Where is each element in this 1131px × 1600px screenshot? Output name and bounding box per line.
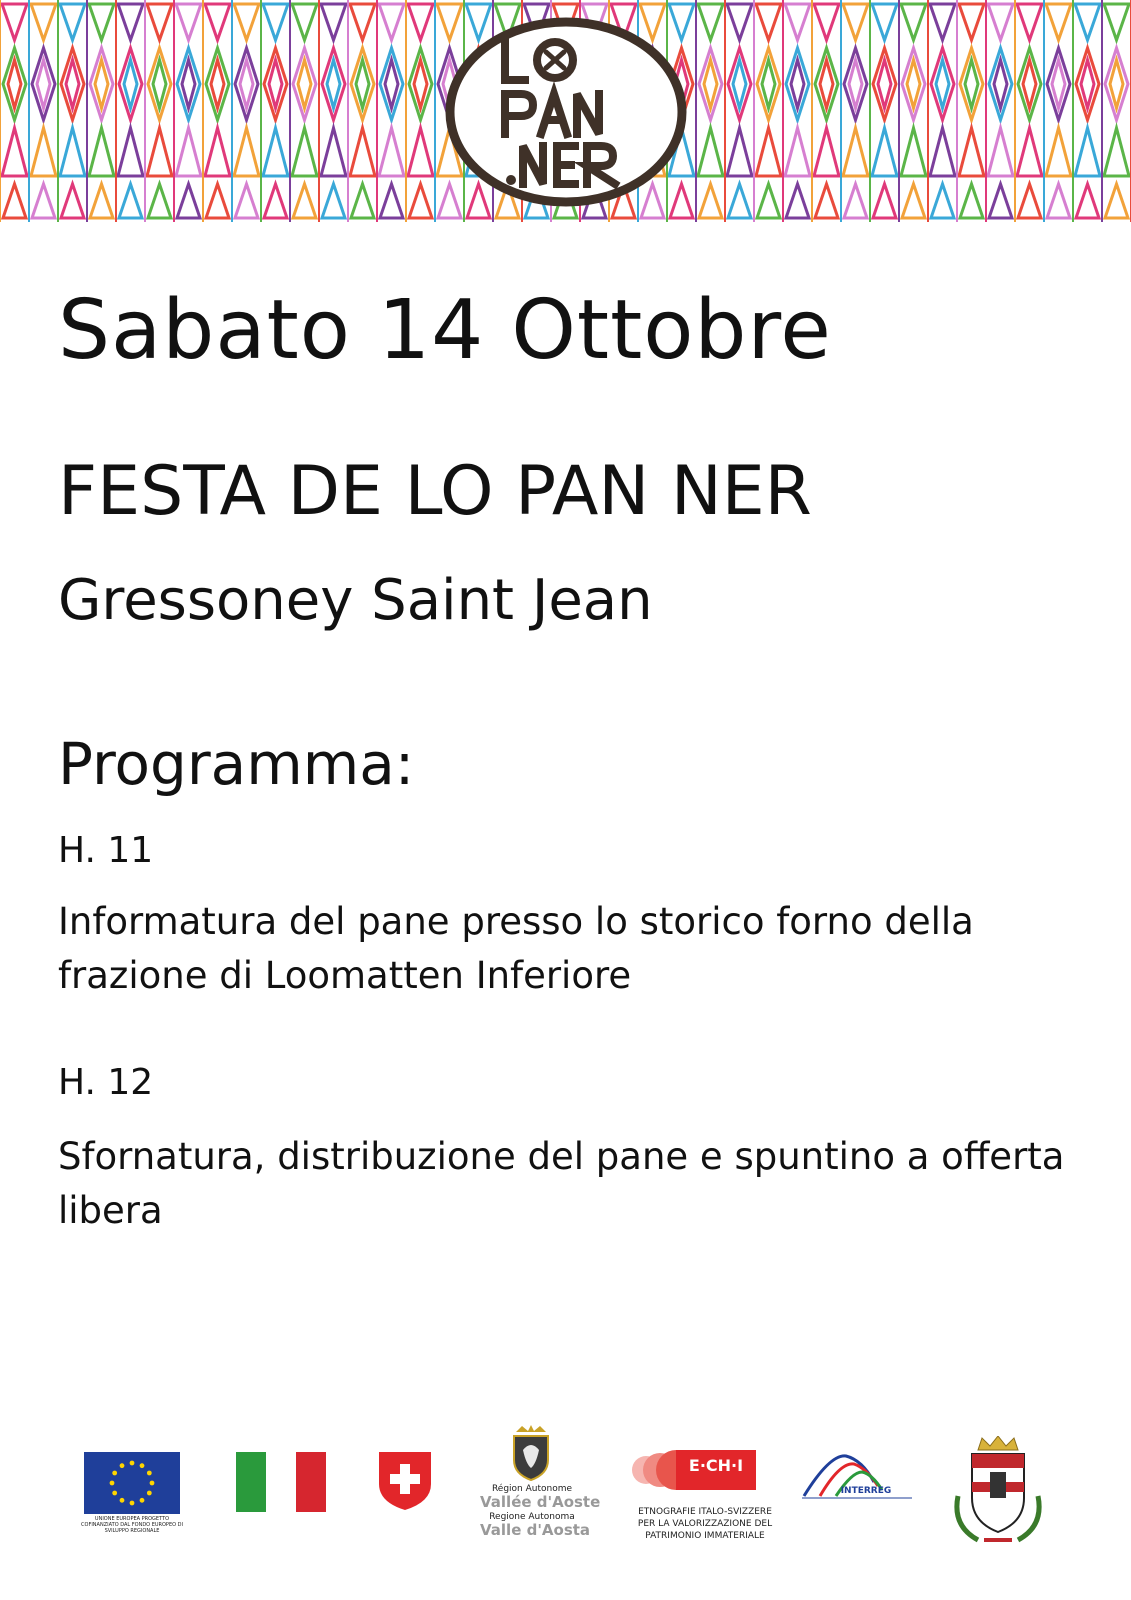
pattern-shape — [728, 184, 751, 218]
eu-star — [112, 1471, 117, 1476]
region-caption-line2: Vallée d'Aoste — [480, 1493, 601, 1511]
pattern-shape — [8, 60, 21, 108]
pattern-shape — [205, 128, 230, 176]
pattern-shape — [118, 128, 143, 176]
pattern-shape — [1052, 60, 1065, 108]
pattern-shape — [814, 128, 839, 176]
event-title: FESTA DE LO PAN NER — [58, 452, 812, 531]
pattern-shape — [298, 60, 311, 108]
pattern-shape — [234, 128, 259, 176]
pattern-shape — [379, 128, 404, 176]
pattern-shape — [988, 4, 1013, 40]
pattern-shape — [61, 184, 84, 218]
pattern-shape — [148, 184, 171, 218]
echi-caption: ETNOGRAFIE ITALO-SVIZZERE PER LA VALORIZZAZIONE DEL PATRIMONIO IMMATERIALE — [637, 1507, 773, 1541]
pattern-shape — [1110, 60, 1123, 108]
pattern-shape — [791, 60, 804, 108]
eu-star — [147, 1471, 152, 1476]
pattern-shape — [936, 60, 949, 108]
pattern-shape — [901, 128, 926, 176]
pattern-shape — [182, 60, 195, 108]
pattern-shape — [959, 128, 984, 176]
pattern-shape — [1023, 60, 1036, 108]
pattern-shape — [66, 60, 79, 108]
pattern-shape — [206, 184, 229, 218]
swiss-flag-icon — [377, 1450, 433, 1516]
pattern-shape — [293, 184, 316, 218]
pattern-shape — [872, 4, 897, 40]
pattern-shape — [177, 184, 200, 218]
municipal-coat-of-arms-icon — [948, 1436, 1048, 1550]
pattern-shape — [3, 184, 26, 218]
pattern-shape — [785, 128, 810, 176]
event-date: Sabato 14 Ottobre — [58, 283, 832, 378]
program-description-2: Sfornatura, distribuzione del pane e spuntino a offerta libera — [58, 1135, 1065, 1232]
pattern-shape — [1075, 4, 1100, 40]
eu-star — [120, 1498, 125, 1503]
pattern-shape — [124, 60, 137, 108]
pattern-shape — [60, 4, 85, 40]
pattern-shape — [95, 60, 108, 108]
pattern-shape — [785, 4, 810, 40]
pattern-shape — [873, 184, 896, 218]
pattern-shape — [380, 184, 403, 218]
pattern-shape — [1104, 128, 1129, 176]
pattern-shape — [699, 184, 722, 218]
pattern-shape — [989, 184, 1012, 218]
eu-star — [150, 1481, 155, 1486]
pattern-shape — [1047, 184, 1070, 218]
pattern-shape — [327, 60, 340, 108]
pattern-shape — [385, 60, 398, 108]
pattern-shape — [704, 60, 717, 108]
pattern-shape — [1075, 128, 1100, 176]
pattern-shape — [176, 4, 201, 40]
pattern-shape — [147, 128, 172, 176]
pattern-shape — [234, 4, 259, 40]
pattern-shape — [727, 4, 752, 40]
pattern-shape — [89, 128, 114, 176]
pattern-shape — [350, 128, 375, 176]
pattern-shape — [762, 60, 775, 108]
eu-star — [140, 1463, 145, 1468]
pattern-shape — [409, 184, 432, 218]
program-time-2: H. 12 — [58, 1062, 154, 1103]
pattern-shape — [960, 184, 983, 218]
pattern-shape — [907, 60, 920, 108]
pattern-shape — [698, 128, 723, 176]
pattern-shape — [321, 4, 346, 40]
pattern-shape — [844, 184, 867, 218]
eu-flag-icon — [84, 1452, 180, 1518]
eu-star — [147, 1491, 152, 1496]
pattern-shape — [756, 4, 781, 40]
pattern-shape — [814, 4, 839, 40]
event-location: Gressoney Saint Jean — [58, 568, 653, 633]
pattern-shape — [408, 128, 433, 176]
pattern-shape — [2, 4, 27, 40]
pattern-shape — [1017, 4, 1042, 40]
pattern-shape — [153, 60, 166, 108]
pattern-shape — [356, 60, 369, 108]
region-caption-line4: Valle d'Aosta — [480, 1521, 591, 1539]
pattern-shape — [32, 184, 55, 218]
pattern-shape — [1046, 128, 1071, 176]
pattern-shape — [60, 128, 85, 176]
region-caption-line1: Région Autonome — [491, 1484, 573, 1494]
pattern-shape — [843, 128, 868, 176]
pattern-shape — [931, 184, 954, 218]
program-description-1: Informatura del pane presso lo storico forno della frazione di Loomatten Inferiore — [58, 900, 974, 997]
pattern-shape — [930, 128, 955, 176]
pattern-shape — [321, 128, 346, 176]
pattern-shape — [31, 128, 56, 176]
pattern-shape — [350, 4, 375, 40]
pattern-shape — [1105, 184, 1128, 218]
pattern-shape — [1081, 60, 1094, 108]
pattern-shape — [269, 60, 282, 108]
pattern-shape — [1018, 184, 1041, 218]
valle-daosta-region-logo — [508, 1424, 554, 1486]
echi-name: E·CH·I — [688, 1456, 744, 1475]
pattern-shape — [379, 4, 404, 40]
pattern-shape — [988, 128, 1013, 176]
pattern-shape — [849, 60, 862, 108]
sponsor-logos — [0, 1420, 1131, 1590]
pattern-shape — [698, 4, 723, 40]
pattern-shape — [240, 60, 253, 108]
pattern-shape — [843, 4, 868, 40]
pattern-shape — [292, 128, 317, 176]
interreg-logo — [800, 1446, 918, 1506]
pattern-shape — [351, 184, 374, 218]
pattern-shape — [930, 4, 955, 40]
pattern-shape — [786, 184, 809, 218]
eu-star — [130, 1501, 135, 1506]
pattern-shape — [872, 128, 897, 176]
pattern-shape — [263, 4, 288, 40]
pattern-shape — [756, 128, 781, 176]
eu-caption: UNIONE EUROPEA PROGETTO COFINANZIATO DAL FONDO EUROPEO DI SVILUPPO REGIONALE — [81, 1516, 183, 1534]
pattern-shape — [147, 4, 172, 40]
interreg-name: INTERREG — [840, 1486, 892, 1496]
pattern-shape — [211, 60, 224, 108]
pattern-shape — [118, 4, 143, 40]
pattern-shape — [205, 4, 230, 40]
eu-star — [140, 1498, 145, 1503]
pattern-shape — [902, 184, 925, 218]
pattern-shape — [37, 60, 50, 108]
pattern-shape — [292, 4, 317, 40]
pattern-shape — [414, 60, 427, 108]
pattern-shape — [959, 4, 984, 40]
eu-star — [110, 1481, 115, 1486]
pattern-shape — [2, 128, 27, 176]
pattern-shape — [322, 184, 345, 218]
pattern-shape — [901, 4, 926, 40]
program-time-1: H. 11 — [58, 830, 154, 871]
pattern-shape — [878, 60, 891, 108]
pattern-shape — [815, 184, 838, 218]
pattern-shape — [820, 60, 833, 108]
pattern-shape — [733, 60, 746, 108]
pattern-shape — [727, 128, 752, 176]
pattern-shape — [263, 128, 288, 176]
pattern-shape — [1046, 4, 1071, 40]
pattern-shape — [89, 4, 114, 40]
pattern-shape — [119, 184, 142, 218]
pattern-shape — [176, 128, 201, 176]
region-caption-line3: Regione Autonoma — [489, 1512, 575, 1522]
pattern-shape — [1017, 128, 1042, 176]
italy-flag-icon — [236, 1452, 326, 1516]
pattern-shape — [264, 184, 287, 218]
pattern-shape — [235, 184, 258, 218]
eu-star — [130, 1461, 135, 1466]
pattern-shape — [965, 60, 978, 108]
pattern-shape — [1076, 184, 1099, 218]
eu-star — [120, 1463, 125, 1468]
eu-star — [112, 1491, 117, 1496]
pattern-shape — [31, 4, 56, 40]
lo-pan-ner-logo — [443, 14, 689, 210]
program-heading: Programma: — [58, 730, 415, 798]
pattern-shape — [408, 4, 433, 40]
pattern-shape — [757, 184, 780, 218]
pattern-shape — [994, 60, 1007, 108]
pattern-shape — [1104, 4, 1129, 40]
pattern-shape — [90, 184, 113, 218]
